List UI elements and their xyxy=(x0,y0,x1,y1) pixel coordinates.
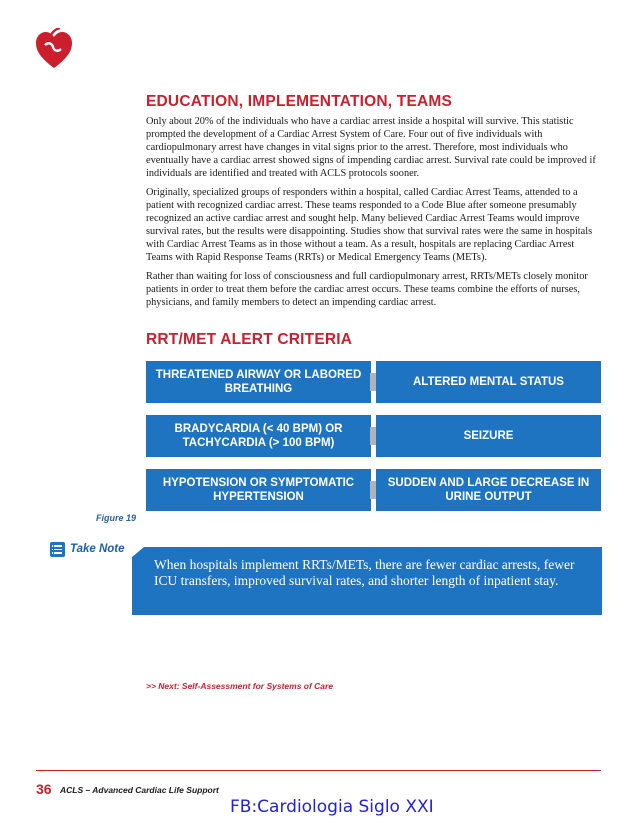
take-note-label: Take Note xyxy=(70,543,125,555)
criteria-row xyxy=(146,361,601,403)
criteria-box xyxy=(376,469,601,511)
take-note-text: When hospitals implement RRTs/METs, there are fewer cardiac arrests, fewer ICU transfers, improved survival rates, and shorter length of inpatient stay. xyxy=(154,557,575,588)
figure-label: Figure 19 xyxy=(96,513,137,523)
paragraph: Only about 20% of the individuals who have a cardiac arrest inside a hospital will survive. This statistic prompted the development of a Cardiac Arrest System of Care. Four out of five individuals with cardiopulmonary arrest have changes in vital signs prior to the arrest. Therefore, most individuals who eventually have a cardiac arrest showed signs of impending cardiac arrest. Survival rate could be improved if individuals are identified and treated with ACLS protocols sooner. xyxy=(146,116,596,179)
criteria-box xyxy=(376,415,601,457)
take-note-notch xyxy=(132,547,144,557)
criteria-label: SUDDEN AND LARGE DECREASE IN URINE OUTPUT xyxy=(387,477,590,503)
criteria-label: BRADYCARDIA (< 40 BPM) OR TACHYCARDIA (> 100 BPM) xyxy=(174,423,343,449)
paragraph: Rather than waiting for loss of consciousness and full cardiopulmonary arrest, RRTs/METs closely monitor patients in order to treat them before the cardiac arrest occurs. These teams combine the efforts of nurses, physicians, and family members to detect an impending cardiac arrest. xyxy=(146,271,588,308)
criteria-row xyxy=(146,415,601,457)
next-section-link[interactable]: >> Next: Self-Assessment for Systems of Care xyxy=(146,681,334,691)
criteria-label: SEIZURE xyxy=(463,430,514,442)
footer-divider xyxy=(36,770,601,771)
criteria-label: HYPOTENSION OR SYMPTOMATIC HYPERTENSION xyxy=(162,477,355,503)
criteria-box xyxy=(376,361,601,403)
criteria-label: THREATENED AIRWAY OR LABORED BREATHING xyxy=(155,369,362,395)
watermark-text: FB:Cardiologia Siglo XXI xyxy=(230,797,434,817)
note-list-icon xyxy=(50,542,65,557)
footer-title: ACLS – Advanced Cardiac Life Support xyxy=(60,785,219,795)
criteria-box xyxy=(146,469,371,511)
education-body xyxy=(146,115,601,315)
section-title-education: EDUCATION, IMPLEMENTATION, TEAMS xyxy=(146,93,453,110)
criteria-box xyxy=(146,361,371,403)
page-number: 36 xyxy=(36,781,52,797)
take-note-header xyxy=(50,540,125,558)
criteria-label: ALTERED MENTAL STATUS xyxy=(413,376,564,388)
criteria-box xyxy=(146,415,371,457)
criteria-row xyxy=(146,469,601,511)
heart-logo-icon xyxy=(34,28,74,70)
paragraph: Originally, specialized groups of responders within a hospital, called Cardiac Arrest Teams, attended to a patient with recognized cardiac arrest. These teams responded to a Code Blue after someone presumably recognized an active cardiac arrest and sought help. Many believed Cardiac Arrest Teams would improve survival rates, but the results were disappointing. Studies show that survival rates were the same in hospitals with Cardiac Arrest Teams as in those without a team. As a result, hospitals are replacing Cardiac Arrest Teams with Rapid Response Teams (RRTs) or Medical Emergency Teams (METs). xyxy=(146,187,593,263)
section-title-rrt-criteria: RRT/MET ALERT CRITERIA xyxy=(146,331,353,348)
